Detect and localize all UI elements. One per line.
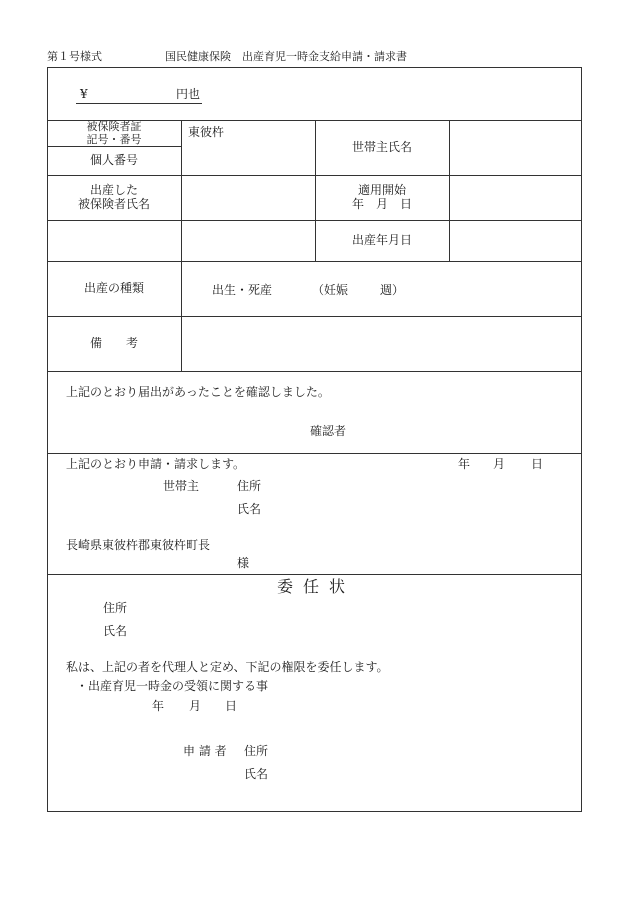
application-date-month: 月 — [493, 457, 506, 471]
applicant-address-label: 住所 — [244, 744, 269, 758]
pregnancy-open: （妊娠 — [312, 283, 349, 297]
confirmation-text: 上記のとおり届出があったことを確認しました。 — [66, 385, 330, 399]
honorific: 様 — [237, 556, 250, 570]
insured-id-value: 東彼杵 — [188, 125, 225, 139]
pregnancy-close: 週） — [380, 283, 405, 297]
insured-name-field[interactable] — [182, 176, 314, 220]
insured-id-field[interactable] — [182, 121, 314, 175]
birth-date-field[interactable] — [450, 221, 581, 261]
rule-row8 — [47, 574, 582, 575]
remarks-label: 備 考 — [89, 336, 138, 351]
application-date-day: 日 — [531, 457, 544, 471]
coverage-start-label: 適用開始 年 月 日 — [351, 183, 412, 211]
head-of-household-name-field[interactable] — [450, 121, 581, 175]
delegate-name-label: 氏名 — [103, 624, 128, 638]
delegate-address-label: 住所 — [103, 601, 128, 615]
application-date-year: 年 — [458, 457, 471, 471]
form-number: 第１号様式 — [47, 50, 102, 63]
delegation-item: ・出産育児一時金の受領に関する事 — [76, 679, 269, 693]
applicant-name-label: 氏名 — [244, 767, 269, 781]
insured-name-label: 出産した 被保険者氏名 — [77, 183, 150, 211]
form-title: 国民健康保険 出産育児一時金支給申請・請求書 — [165, 50, 407, 63]
delegation-date-day: 日 — [225, 699, 238, 713]
rule-row6 — [47, 371, 582, 372]
application-name-label: 氏名 — [237, 502, 262, 516]
delegation-title: 委任状 — [277, 577, 356, 596]
individual-number-label: 個人番号 — [89, 153, 138, 168]
addressee: 長崎県東彼杵郡東彼杵町長 — [66, 538, 211, 552]
coverage-start-field[interactable] — [450, 176, 581, 220]
confirmer-label: 確認者 — [310, 424, 347, 438]
application-address-label: 住所 — [237, 479, 262, 493]
amount-unit: 円也 — [176, 87, 201, 101]
delegation-statement: 私は、上記の者を代理人と定め、下記の権限を委任します。 — [66, 660, 389, 674]
delegation-date-month: 月 — [189, 699, 202, 713]
applicant-label: 申 請 者 — [183, 744, 227, 758]
head-of-household-label: 世帯主 — [163, 479, 200, 493]
birth-date-label: 出産年月日 — [351, 233, 412, 248]
head-of-household-name-label: 世帯主氏名 — [351, 140, 412, 155]
amount-currency: ¥ — [80, 87, 88, 101]
birth-type-value[interactable]: 出生・死産 — [212, 283, 273, 297]
application-text: 上記のとおり申請・請求します。 — [66, 457, 246, 471]
rule-row7 — [47, 453, 582, 454]
remarks-field[interactable] — [182, 317, 581, 371]
delegation-date-year: 年 — [152, 699, 165, 713]
amount-underline — [76, 103, 202, 104]
insured-id-label: 被保険者証 記号・番号 — [86, 119, 142, 146]
birth-type-label: 出産の種類 — [83, 281, 144, 296]
